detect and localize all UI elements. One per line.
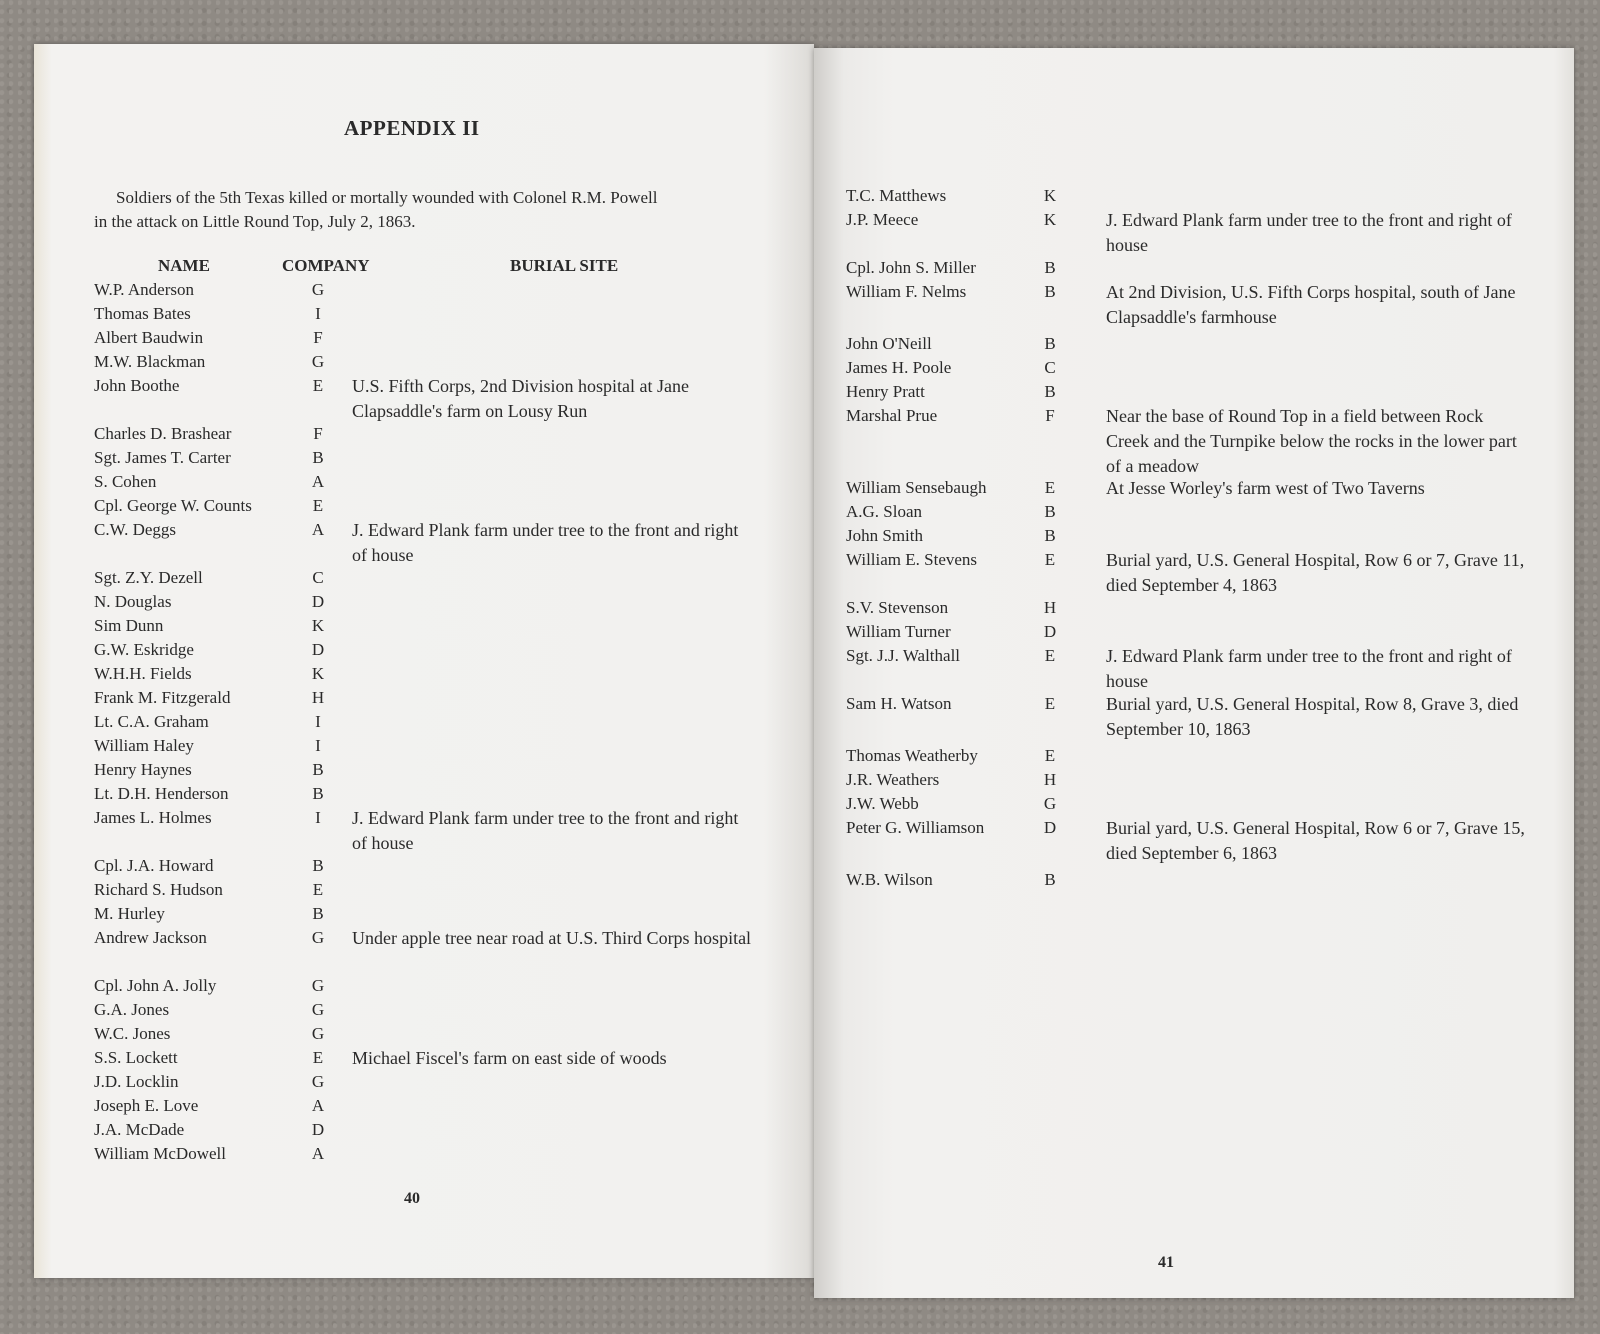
soldier-name: M. Hurley bbox=[94, 904, 165, 923]
soldier-name: W.H.H. Fields bbox=[94, 664, 192, 683]
soldier-name: Albert Baudwin bbox=[94, 328, 204, 347]
burial-site: Burial yard, U.S. General Hospital, Row 8, Grave 3, died September 10, 1863 bbox=[1106, 694, 1519, 739]
page-number-right: 41 bbox=[1158, 1254, 1174, 1271]
soldier-company: G bbox=[311, 928, 325, 947]
soldier-company: B bbox=[1044, 382, 1056, 401]
soldier-company: B bbox=[1044, 258, 1056, 277]
soldier-name: John Boothe bbox=[94, 376, 180, 395]
soldier-company: E bbox=[1044, 694, 1056, 713]
soldier-name: S.V. Stevenson bbox=[846, 598, 949, 617]
soldier-company: K bbox=[1043, 186, 1057, 205]
soldier-name: Peter G. Williamson bbox=[846, 818, 985, 837]
soldier-company: H bbox=[311, 688, 325, 707]
soldier-company: A bbox=[311, 1096, 325, 1115]
soldier-name: Charles D. Brashear bbox=[94, 424, 232, 443]
soldier-name: Richard S. Hudson bbox=[94, 880, 223, 899]
burial-site: At Jesse Worley's farm west of Two Taverns bbox=[1106, 478, 1425, 498]
soldier-company: B bbox=[1044, 282, 1056, 301]
soldier-company: D bbox=[1043, 622, 1057, 641]
soldier-company: E bbox=[1044, 646, 1056, 665]
soldier-company: B bbox=[312, 760, 324, 779]
soldier-name: J.P. Meece bbox=[846, 210, 919, 229]
soldier-company: I bbox=[315, 808, 321, 827]
header-company: COMPANY bbox=[282, 256, 370, 275]
soldier-name: William F. Nelms bbox=[846, 282, 967, 301]
burial-site: U.S. Fifth Corps, 2nd Division hospital at Jane Clapsaddle's farm on Lousy Run bbox=[352, 376, 689, 421]
soldier-company: G bbox=[311, 1000, 325, 1019]
soldier-company: G bbox=[311, 1024, 325, 1043]
soldier-company: D bbox=[311, 592, 325, 611]
soldier-company: K bbox=[311, 664, 325, 683]
soldier-company: E bbox=[1044, 746, 1056, 765]
soldier-company: A bbox=[311, 520, 325, 539]
soldier-company: I bbox=[315, 712, 321, 731]
soldier-company: G bbox=[311, 976, 325, 995]
soldier-name: William Sensebaugh bbox=[846, 478, 987, 497]
soldier-company: E bbox=[1044, 478, 1056, 497]
soldier-company: H bbox=[1043, 598, 1057, 617]
soldier-company: C bbox=[1044, 358, 1056, 377]
soldier-name: Sim Dunn bbox=[94, 616, 164, 635]
intro-line-2: in the attack on Little Round Top, July 2, 1863. bbox=[94, 212, 416, 231]
soldier-company: E bbox=[312, 880, 324, 899]
soldier-name: Lt. C.A. Graham bbox=[94, 712, 209, 731]
soldier-name: Sgt. J.J. Walthall bbox=[846, 646, 961, 665]
soldier-name: Andrew Jackson bbox=[94, 928, 207, 947]
soldier-name: Marshal Prue bbox=[846, 406, 938, 425]
soldier-name: W.P. Anderson bbox=[94, 280, 194, 299]
soldier-name: Sam H. Watson bbox=[846, 694, 952, 713]
soldier-company: B bbox=[312, 784, 324, 803]
soldier-name: N. Douglas bbox=[94, 592, 172, 611]
soldier-company: B bbox=[312, 856, 324, 875]
soldier-name: William E. Stevens bbox=[846, 550, 978, 569]
soldier-name: Cpl. John A. Jolly bbox=[94, 976, 217, 995]
soldier-company: C bbox=[312, 568, 324, 587]
soldier-name: S.S. Lockett bbox=[94, 1048, 178, 1067]
soldier-name: A.G. Sloan bbox=[846, 502, 923, 521]
soldier-name: William Turner bbox=[846, 622, 951, 641]
soldier-name: Henry Haynes bbox=[94, 760, 192, 779]
soldier-company: E bbox=[312, 496, 324, 515]
burial-site: At 2nd Division, U.S. Fifth Corps hospital, south of Jane Clapsaddle's farmhouse bbox=[1106, 282, 1516, 327]
soldier-name: M.W. Blackman bbox=[94, 352, 206, 371]
soldier-name: Sgt. Z.Y. Dezell bbox=[94, 568, 203, 587]
soldier-company: G bbox=[1043, 794, 1057, 813]
soldier-name: Lt. D.H. Henderson bbox=[94, 784, 229, 803]
soldier-company: B bbox=[1044, 870, 1056, 889]
burial-site: J. Edward Plank farm under tree to the front and right of house bbox=[1106, 646, 1512, 691]
soldier-company: B bbox=[1044, 526, 1056, 545]
soldier-company: E bbox=[312, 376, 324, 395]
page-number-left: 40 bbox=[404, 1190, 420, 1207]
soldier-company: F bbox=[313, 328, 323, 347]
appendix-title: APPENDIX II bbox=[344, 116, 480, 140]
soldier-name: W.C. Jones bbox=[94, 1024, 171, 1043]
soldier-name: J.W. Webb bbox=[846, 794, 919, 813]
soldier-company: B bbox=[312, 904, 324, 923]
burial-site: J. Edward Plank farm under tree to the front and right of house bbox=[1106, 210, 1512, 255]
soldier-company: K bbox=[1043, 210, 1057, 229]
soldier-name: G.W. Eskridge bbox=[94, 640, 194, 659]
intro-line-1: Soldiers of the 5th Texas killed or mortally wounded with Colonel R.M. Powell bbox=[116, 188, 658, 207]
soldier-company: B bbox=[1044, 502, 1056, 521]
soldier-name: Henry Pratt bbox=[846, 382, 925, 401]
soldier-company: G bbox=[311, 352, 325, 371]
soldier-name: S. Cohen bbox=[94, 472, 157, 491]
soldier-company: B bbox=[312, 448, 324, 467]
soldier-name: William McDowell bbox=[94, 1144, 226, 1163]
soldier-company: F bbox=[1045, 406, 1055, 425]
soldier-name: C.W. Deggs bbox=[94, 520, 177, 539]
soldier-name: Joseph E. Love bbox=[94, 1096, 199, 1115]
burial-site: J. Edward Plank farm under tree to the front and right of house bbox=[352, 520, 739, 565]
burial-site: Burial yard, U.S. General Hospital, Row 6 or 7, Grave 11, died September 4, 1863 bbox=[1106, 550, 1525, 595]
left-page bbox=[34, 44, 814, 1278]
soldier-name: J.D. Locklin bbox=[94, 1072, 179, 1091]
burial-site: Michael Fiscel's farm on east side of woods bbox=[352, 1048, 667, 1068]
soldier-name: W.B. Wilson bbox=[846, 870, 933, 889]
soldier-company: A bbox=[311, 472, 325, 491]
soldier-name: James H. Poole bbox=[846, 358, 952, 377]
soldier-name: G.A. Jones bbox=[94, 1000, 170, 1019]
burial-site: Near the base of Round Top in a field between Rock Creek and the Turnpike below the rocks in the lower part of a meadow bbox=[1106, 406, 1517, 476]
soldier-company: G bbox=[311, 1072, 325, 1091]
soldier-name: Cpl. George W. Counts bbox=[94, 496, 252, 515]
header-burial-site: BURIAL SITE bbox=[510, 256, 619, 275]
soldier-company: E bbox=[1044, 550, 1056, 569]
soldier-company: H bbox=[1043, 770, 1057, 789]
soldier-company: A bbox=[311, 1144, 325, 1163]
burial-site: Burial yard, U.S. General Hospital, Row 6 or 7, Grave 15, died September 6, 1863 bbox=[1106, 818, 1525, 863]
soldier-company: I bbox=[315, 736, 321, 755]
soldier-name: T.C. Matthews bbox=[846, 186, 947, 205]
soldier-company: D bbox=[1043, 818, 1057, 837]
soldier-name: J.A. McDade bbox=[94, 1120, 185, 1139]
soldier-company: G bbox=[311, 280, 325, 299]
soldier-company: D bbox=[311, 640, 325, 659]
soldier-name: Thomas Bates bbox=[94, 304, 191, 323]
soldier-company: K bbox=[311, 616, 325, 635]
soldier-name: John Smith bbox=[846, 526, 923, 545]
soldier-name: J.R. Weathers bbox=[846, 770, 940, 789]
soldier-name: John O'Neill bbox=[846, 334, 932, 353]
soldier-company: F bbox=[313, 424, 323, 443]
right-page bbox=[814, 48, 1574, 1298]
soldier-name: William Haley bbox=[94, 736, 194, 755]
soldier-company: B bbox=[1044, 334, 1056, 353]
soldier-company: E bbox=[312, 1048, 324, 1067]
burial-site: Under apple tree near road at U.S. Third Corps hospital bbox=[352, 928, 752, 948]
soldier-company: I bbox=[315, 304, 321, 323]
soldier-company: D bbox=[311, 1120, 325, 1139]
soldier-name: Sgt. James T. Carter bbox=[94, 448, 231, 467]
soldier-name: Thomas Weatherby bbox=[846, 746, 978, 765]
soldier-name: Cpl. John S. Miller bbox=[846, 258, 976, 277]
burial-site: J. Edward Plank farm under tree to the front and right of house bbox=[352, 808, 739, 853]
soldier-name: Frank M. Fitzgerald bbox=[94, 688, 231, 707]
soldier-name: James L. Holmes bbox=[94, 808, 212, 827]
header-name: NAME bbox=[158, 256, 210, 275]
soldier-name: Cpl. J.A. Howard bbox=[94, 856, 214, 875]
